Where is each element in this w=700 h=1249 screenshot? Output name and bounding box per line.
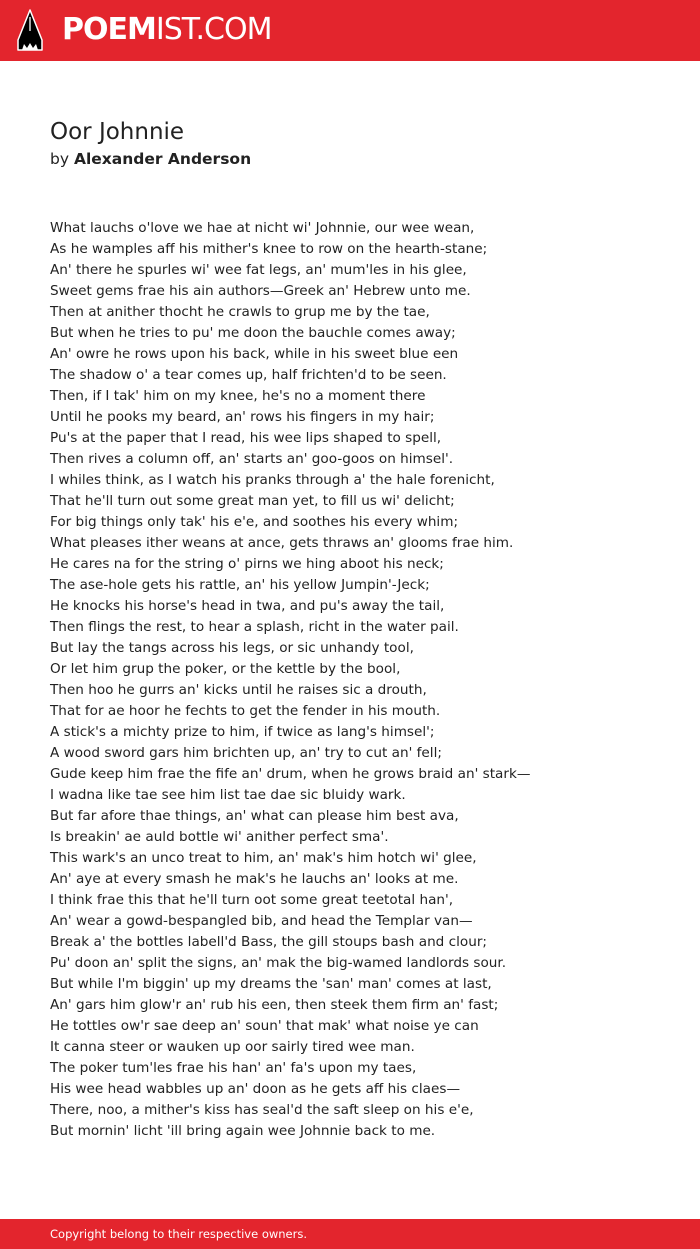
poem-line: An' wear a gowd-bespangled bib, and head the Templar van— bbox=[50, 913, 473, 929]
poem-line: His wee head wabbles up an' doon as he gets aff his claes— bbox=[50, 1081, 461, 1097]
poem-line: Pu' doon an' split the signs, an' mak the big-wamed landlords sour. bbox=[50, 955, 507, 971]
poem-line: A wood sword gars him brichten up, an' try to cut an' fell; bbox=[50, 745, 442, 761]
poem-line: Then at anither thocht he crawls to grup me by the tae, bbox=[50, 304, 430, 320]
poem-line: Then rives a column off, an' starts an' goo-goos on himsel'. bbox=[50, 451, 454, 467]
poem-line: But lay the tangs across his legs, or sic unhandy tool, bbox=[50, 640, 414, 656]
poem-line: What pleases ither weans at ance, gets thraws an' glooms frae him. bbox=[50, 535, 514, 551]
site-logo[interactable] bbox=[62, 12, 271, 48]
poem-line: He tottles ow'r sae deep an' soun' that mak' what noise ye can bbox=[50, 1018, 479, 1034]
poem-line: But mornin' licht 'ill bring again wee Johnnie back to me. bbox=[50, 1123, 436, 1139]
poem-line: An' aye at every smash he mak's he lauchs an' looks at me. bbox=[50, 871, 459, 887]
poem-line: For big things only tak' his e'e, and soothes his every whim; bbox=[50, 514, 459, 530]
logo-text-strong: POEM bbox=[62, 12, 156, 47]
poem-line: Then, if I tak' him on my knee, he's no a moment there bbox=[50, 388, 426, 404]
poem-line: The ase-hole gets his rattle, an' his yellow Jumpin'-Jeck; bbox=[50, 577, 430, 593]
poem-line: Is breakin' ae auld bottle wi' anither perfect sma'. bbox=[50, 829, 389, 845]
site-header bbox=[0, 0, 700, 61]
poem-body bbox=[50, 218, 670, 1142]
poem-line: Break a' the bottles labell'd Bass, the gill stoups bash and clour; bbox=[50, 934, 487, 950]
poem-line: An' there he spurles wi' wee fat legs, an' mum'les in his glee, bbox=[50, 262, 467, 278]
poem-line: As he wamples aff his mither's knee to row on the hearth-stane; bbox=[50, 241, 488, 257]
poem-line: What lauchs o'love we hae at nicht wi' Johnnie, our wee wean, bbox=[50, 220, 475, 236]
poem-line: I think frae this that he'll turn oot some great teetotal han', bbox=[50, 892, 454, 908]
poem-line: Or let him grup the poker, or the kettle by the bool, bbox=[50, 661, 401, 677]
poem-line: An' owre he rows upon his back, while in his sweet blue een bbox=[50, 346, 459, 362]
poem-line: He knocks his horse's head in twa, and pu's away the tail, bbox=[50, 598, 445, 614]
poem-line: That he'll turn out some great man yet, to fill us wi' delicht; bbox=[50, 493, 455, 509]
poem-line: Sweet gems frae his ain authors—Greek an' Hebrew unto me. bbox=[50, 283, 471, 299]
poem-line: Then flings the rest, to hear a splash, richt in the water pail. bbox=[50, 619, 459, 635]
poem-line: Pu's at the paper that I read, his wee lips shaped to spell, bbox=[50, 430, 442, 446]
by-label: by bbox=[50, 150, 70, 168]
poem-line: Gude keep him frae the fife an' drum, when he grows braid an' stark— bbox=[50, 766, 531, 782]
logo-text-light: IST.COM bbox=[155, 12, 272, 47]
poem-title: Oor Johnnie bbox=[50, 119, 185, 145]
poem-line: An' gars him glow'r an' rub his een, then steek them firm an' fast; bbox=[50, 997, 499, 1013]
copyright-text: Copyright belong to their respective owners. bbox=[50, 1227, 308, 1241]
site-footer bbox=[0, 1219, 700, 1249]
poem-line: I whiles think, as I watch his pranks through a' the hale forenicht, bbox=[50, 472, 495, 488]
poem-line: This wark's an unco treat to him, an' mak's him hotch wi' glee, bbox=[50, 850, 477, 866]
poem-line: But while I'm biggin' up my dreams the 'san' man' comes at last, bbox=[50, 976, 492, 992]
quill-pen-icon[interactable] bbox=[17, 9, 43, 52]
poem-line: I wadna like tae see him list tae dae sic bluidy wark. bbox=[50, 787, 406, 803]
poem-line: It canna steer or wauken up oor sairly tired wee man. bbox=[50, 1039, 415, 1055]
poem-line: Until he pooks my beard, an' rows his fingers in my hair; bbox=[50, 409, 435, 425]
author-name: Alexander Anderson bbox=[73, 150, 252, 168]
poem-line: Then hoo he gurrs an' kicks until he raises sic a drouth, bbox=[50, 682, 427, 698]
poem-line: But when he tries to pu' me doon the bauchle comes away; bbox=[50, 325, 456, 341]
poem-line: The poker tum'les frae his han' an' fa's upon my taes, bbox=[50, 1060, 417, 1076]
poem-line: That for ae hoor he fechts to get the fender in his mouth. bbox=[50, 703, 441, 719]
poem-line: But far afore thae things, an' what can please him best ava, bbox=[50, 808, 459, 824]
byline bbox=[50, 148, 251, 170]
poem-line: There, noo, a mither's kiss has seal'd the saft sleep on his e'e, bbox=[50, 1102, 474, 1118]
poem-line: He cares na for the string o' pirns we hing aboot his neck; bbox=[50, 556, 444, 572]
poem-line: The shadow o' a tear comes up, half frichten'd to be seen. bbox=[50, 367, 447, 383]
poem-line: A stick's a michty prize to him, if twice as lang's himsel'; bbox=[50, 724, 435, 740]
